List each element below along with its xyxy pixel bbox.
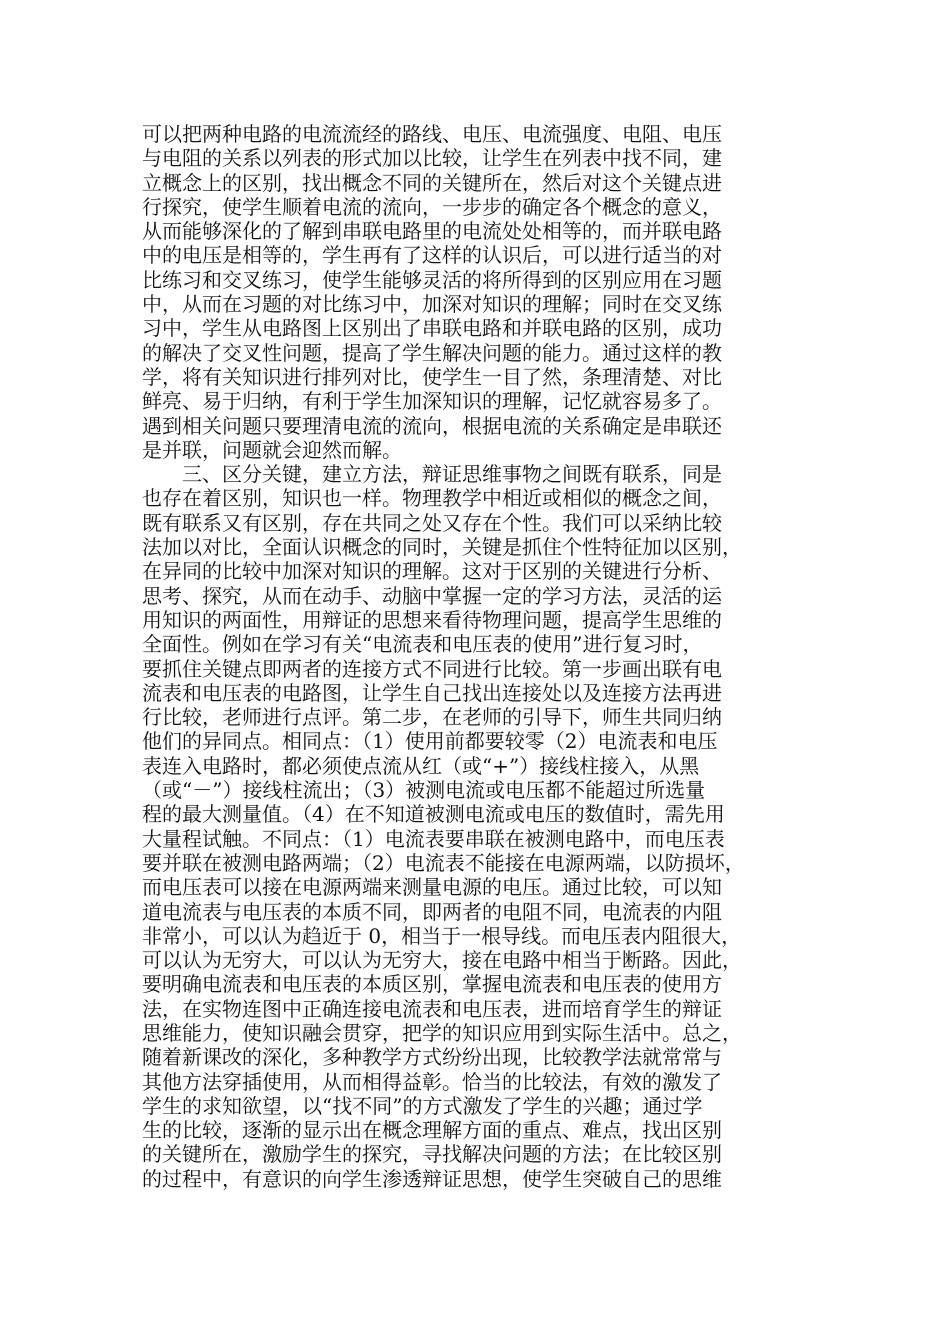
text-line: 其他方法穿插使用，从而相得益彰。恰当的比较法，有效的激发了 [142, 1069, 722, 1094]
text-line: 要抓住关键点即两者的连接方式不同进行比较。第一步画出联有电 [142, 656, 722, 681]
text-line: 思维能力，使知识融会贯穿，把学的知识应用到实际生活中。总之， [142, 1020, 742, 1045]
text-line: 立概念上的区别，找出概念不同的关键所在，然后对这个关键点进 [142, 170, 722, 195]
text-line: 的解决了交叉性问题，提高了学生解决问题的能力。通过这样的教 [142, 340, 722, 365]
text-line: 的关键所在，激励学生的探究，寻找解决问题的方法；在比较区别 [142, 1142, 722, 1167]
text-line: 既有联系又有区别，存在共同之处又存在个性。我们可以采纳比较 [142, 510, 722, 535]
text-line: 非常小，可以认为趋近于 0，相当于一根导线。而电压表内阻很大， [142, 923, 742, 948]
text-line: 与电阻的关系以列表的形式加以比较，让学生在列表中找不同，建 [142, 146, 722, 171]
text-line: （或“－”）接线柱流出；（3）被测电流或电压都不能超过所选量 [142, 778, 706, 803]
text-line: 他们的异同点。相同点：（1）使用前都要较零（2）电流表和电压 [142, 729, 718, 754]
text-line: 要并联在被测电路两端；（2）电流表不能接在电源两端，以防损坏， [142, 850, 745, 875]
text-line: 流表和电压表的电路图，让学生自己找出连接处以及连接方法再进 [142, 680, 722, 705]
text-line: 大量程试触。不同点：（1）电流表要串联在被测电路中，而电压表 [142, 826, 725, 851]
text-line: 行比较，老师进行点评。第二步，在老师的引导下，师生共同归纳 [142, 705, 722, 730]
text-line: 的过程中，有意识的向学生渗透辩证思想，使学生突破自己的思维 [142, 1166, 722, 1191]
text-line: 学，将有关知识进行排列对比，使学生一目了然，条理清楚、对比 [142, 364, 722, 389]
text-line: 习中，学生从电路图上区别出了串联电路和并联电路的区别，成功 [142, 316, 722, 341]
text-line: 生的比较，逐渐的显示出在概念理解方面的重点、难点，找出区别 [142, 1118, 722, 1143]
text-line: 比练习和交叉练习，使学生能够灵活的将所得到的区别应用在习题 [142, 267, 722, 292]
text-line: 鲜亮、易于归纳，有利于学生加深知识的理解，记忆就容易多了。 [142, 389, 722, 414]
text-line: 可以把两种电路的电流流经的路线、电压、电流强度、电阻、电压 [142, 122, 722, 146]
text-line: 要明确电流表和电压表的本质区别，掌握电流表和电压表的使用方 [142, 972, 722, 997]
text-line: 在异同的比较中加深对知识的理解。这对于区别的关键进行分析、 [142, 559, 722, 584]
text-line: 全面性。例如在学习有关“电流表和电压表的使用”进行复习时， [142, 632, 703, 657]
text-line: 表连入电路时，都必须使点流从红（或“+”）接线柱接入，从黑 [142, 753, 700, 778]
text-line: 遇到相关问题只要理清电流的流向，根据电流的关系确定是串联还 [142, 413, 722, 438]
text-line: 可以认为无穷大，可以认为无穷大，接在电路中相当于断路。因此， [142, 948, 742, 973]
document-body [142, 122, 812, 1191]
text-line: 而电压表可以接在电源两端来测量电源的电压。通过比较，可以知 [142, 875, 722, 900]
text-line: 从而能够深化的了解到串联电路里的电流处处相等的，而并联电路 [142, 219, 722, 244]
text-line: 随着新课改的深化，多种教学方式纷纷出现，比较教学法就常常与 [142, 1045, 722, 1070]
text-line: 法，在实物连图中正确连接电流表和电压表，进而培育学生的辩证 [142, 996, 722, 1021]
paragraph-start-line: 三、区分关键，建立方法，辩证思维事物之间既有联系，同是 [182, 462, 722, 487]
text-line: 也存在着区别，知识也一样。物理教学中相近或相似的概念之间， [142, 486, 722, 511]
text-line: 学生的求知欲望，以“找不同”的方式激发了学生的兴趣；通过学 [142, 1093, 703, 1118]
text-line: 法加以对比，全面认识概念的同时，关键是抓住个性特征加以区别， [142, 535, 742, 560]
text-line: 程的最大测量值。（4）在不知道被测电流或电压的数值时，需先用 [142, 802, 725, 827]
text-line: 中的电压是相等的，学生再有了这样的认识后，可以进行适当的对 [142, 243, 722, 268]
text-line: 思考、探究，从而在动手、动脑中掌握一定的学习方法，灵活的运 [142, 583, 722, 608]
text-line: 道电流表与电压表的本质不同，即两者的电阻不同，电流表的内阻 [142, 899, 722, 924]
text-line: 中，从而在习题的对比练习中，加深对知识的理解；同时在交叉练 [142, 292, 722, 317]
text-line: 用知识的两面性，用辩证的思想来看待物理问题，提高学生思维的 [142, 607, 722, 632]
text-line: 是并联，问题就会迎然而解。 [142, 437, 402, 462]
text-line: 行探究，使学生顺着电流的流向，一步步的确定各个概念的意义， [142, 194, 722, 219]
